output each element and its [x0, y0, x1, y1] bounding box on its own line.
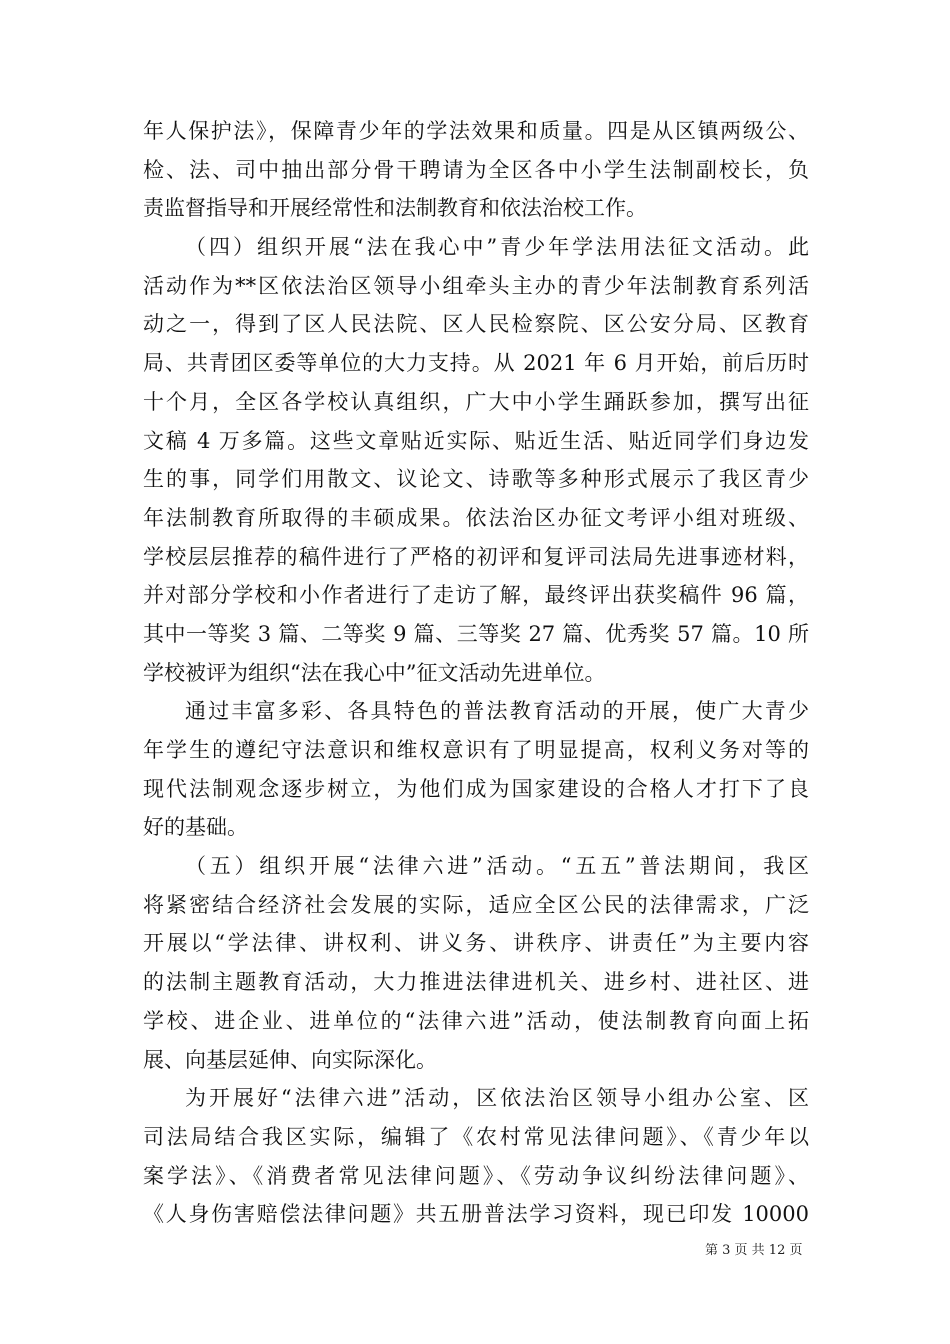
text-line: 十个月，全区各学校认真组织，广大中小学生踊跃参加，撰写出征	[143, 389, 809, 414]
text-line: 案学法》、《消费者常见法律问题》、《劳动争议纠纷法律问题》、	[143, 1163, 809, 1188]
text-line: （五）组织开展“法律六进”活动。“五五”普法期间，我区	[185, 854, 809, 879]
text-line: 学校、进企业、进单位的“法律六进”活动，使法制教育向面上拓	[143, 1008, 809, 1033]
text-line: 局、共青团区委等单位的大力支持。从 2021 年 6 月开始，前后历时	[143, 351, 809, 376]
text-line: 好的基础。	[143, 815, 248, 840]
text-line: 责监督指导和开展经常性和法制教育和依法治校工作。	[143, 196, 647, 221]
text-line: 学校被评为组织“法在我心中”征文活动先进单位。	[143, 660, 606, 685]
text-line: 司法局结合我区实际，编辑了《农村常见法律问题》、《青少年以	[143, 1124, 809, 1149]
text-line: 学校层层推荐的稿件进行了严格的初评和复评司法局先进事迹材料，	[143, 544, 809, 569]
text-line: 年学生的遵纪守法意识和维权意识有了明显提高，权利义务对等的	[143, 738, 809, 762]
text-line: 并对部分学校和小作者进行了走访了解，最终评出获奖稿件 96 篇，	[143, 583, 809, 608]
text-line: 检、法、司中抽出部分骨干聘请为全区各中小学生法制副校长，负	[143, 157, 809, 182]
text-line: 活动作为**区依法治区领导小组牵头主办的青少年法制教育系列活	[143, 273, 809, 298]
text-line: 生的事，同学们用散文、议论文、诗歌等多种形式展示了我区青少	[143, 467, 809, 492]
text-line: 开展以“学法律、讲权利、讲义务、讲秩序、讲责任”为主要内容	[143, 931, 809, 956]
text-line: （四）组织开展“法在我心中”青少年学法用法征文活动。此	[185, 235, 809, 260]
text-line: 《人身伤害赔偿法律问题》共五册普法学习资料，现已印发 10000	[143, 1202, 809, 1227]
text-line: 将紧密结合经济社会发展的实际，适应全区公民的法律需求，广泛	[143, 892, 809, 917]
text-line: 动之一，得到了区人民法院、区人民检察院、区公安分局、区教育	[143, 312, 809, 337]
text-line: 的法制主题教育活动，大力推进法律进机关、进乡村、进社区、进	[143, 970, 809, 995]
text-line: 年法制教育所取得的丰硕成果。依法治区办征文考评小组对班级、	[143, 505, 809, 530]
text-line: 其中一等奖 3 篇、二等奖 9 篇、三等奖 27 篇、优秀奖 57 篇。10 所	[143, 621, 809, 646]
text-line: 现代法制观念逐步树立，为他们成为国家建设的合格人才打下了良	[143, 776, 809, 801]
page-number-footer: 第 3 页 共 12 页	[705, 1243, 803, 1258]
text-line: 通过丰富多彩、各具特色的普法教育活动的开展，使广大青少	[185, 699, 809, 724]
text-line: 为开展好“法律六进”活动，区依法治区领导小组办公室、区	[185, 1086, 809, 1111]
document-body	[143, 112, 809, 1234]
text-line: 文稿 4 万多篇。这些文章贴近实际、贴近生活、贴近同学们身边发	[143, 428, 809, 453]
text-line: 展、向基层延伸、向实际深化。	[143, 1047, 437, 1072]
text-line: 年人保护法》，保障青少年的学法效果和质量。四是从区镇两级公、	[143, 119, 809, 143]
